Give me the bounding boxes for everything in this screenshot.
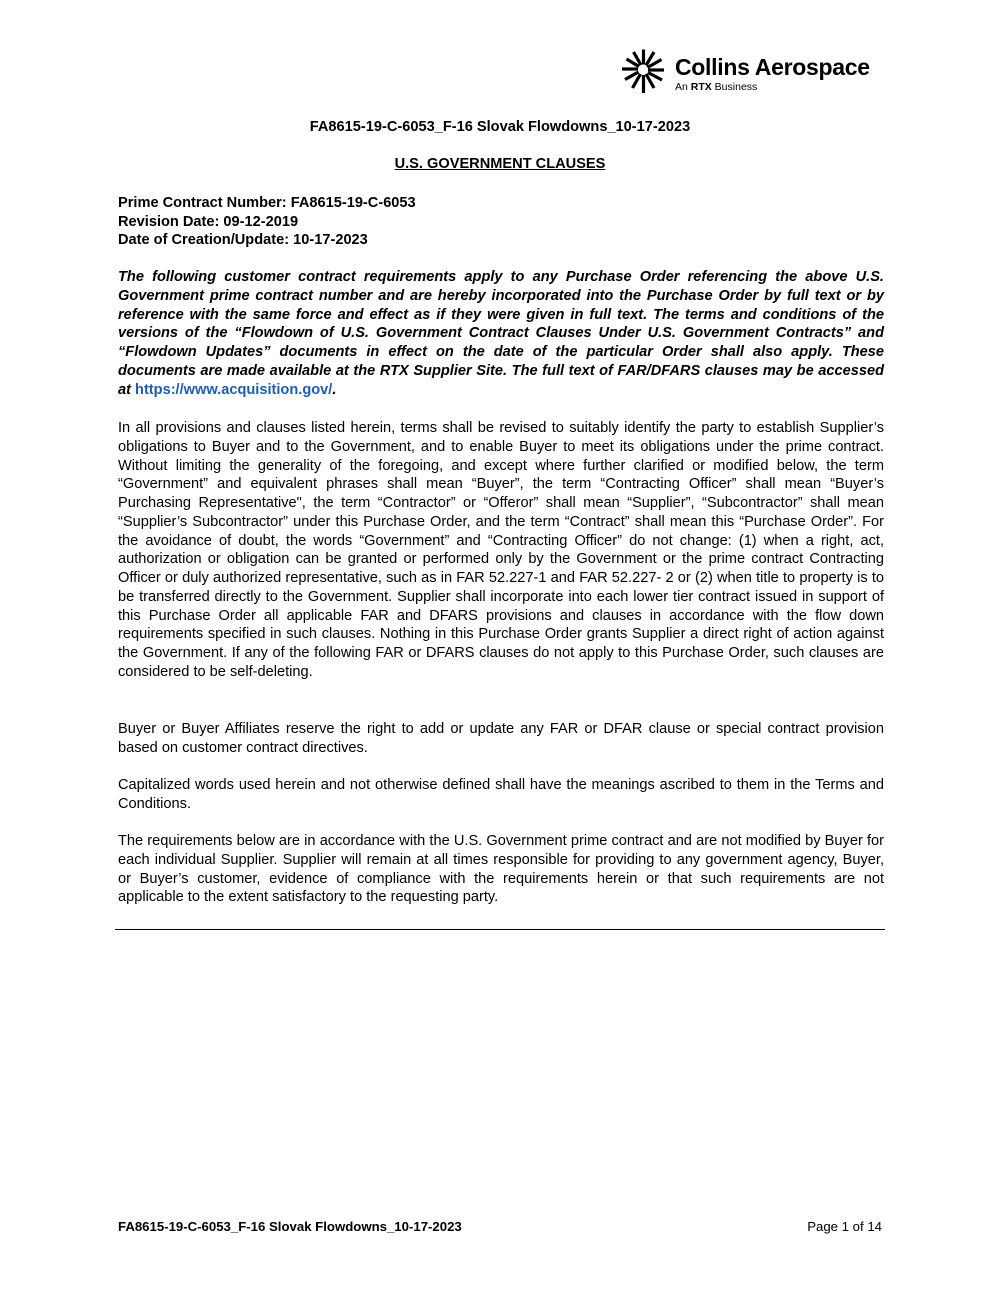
section-title: U.S. GOVERNMENT CLAUSES xyxy=(394,156,606,172)
logo-wordmark: Collins Aerospace xyxy=(675,54,870,80)
creation-update-date: Date of Creation/Update: 10-17-2023 xyxy=(118,232,368,249)
collins-sunburst-icon xyxy=(620,48,668,96)
capitalized-words-paragraph: Capitalized words used herein and not otherwise defined shall have the meanings ascribed to them in the Terms and Conditions. xyxy=(118,777,884,812)
collins-aerospace-logo xyxy=(620,48,882,96)
contract-metadata xyxy=(118,194,416,250)
footer-document-id: FA8615-19-C-6053_F-16 Slovak Flowdowns_10-17-2023 xyxy=(118,1219,462,1234)
page-number: Page 1 of 14 xyxy=(807,1219,882,1234)
definitions-paragraph: In all provisions and clauses listed herein, terms shall be revised to suitably identify the party to establish Supplier’s obligations to Buyer and to the Government, and to enable Buyer to meet its obligations under the prime contract. Without limiting the generality of the foregoing, and except where further clarified or modified below, the term “Government” and equivalent phrases shall mean “Buyer”, the term “Contracting Officer” shall mean “Buyer’s Purchasing Representative", the term “Contractor” or “Offeror” shall mean “Supplier”, “Subcontractor” shall mean “Supplier’s Subcontractor” under this Purchase Order, and the term “Contract” shall mean this “Purchase Order”. For the avoidance of doubt, the words “Government” and “Contracting Officer” do not change: (1) when a right, act, authorization or obligation can be granted or performed only by the Government or the prime contract Contracting Officer or duly authorized representative, such as in FAR 52.227-1 and FAR 52.227- 2 or (2) when title to property is to be transferred directly to the Government. Supplier shall incorporate into each lower tier contract issued in support of this Purchase Order all applicable FAR and DFARS provisions and clauses in accordance with the flow down requirements specified in such clauses. Nothing in this Purchase Order grants Supplier a direct right of action against the Government. If any of the following FAR or DFARS clauses do not apply to this Purchase Order, such clauses are considered to be self-deleting. xyxy=(118,420,884,680)
document-title: FA8615-19-C-6053_F-16 Slovak Flowdowns_10-17-2023 xyxy=(309,119,691,135)
intro-paragraph: The following customer contract requirements apply to any Purchase Order referencing the above U.S. Government prime contract number and are hereby incorporated into the Purchase Order by full text or by reference with the same force and effect as if they were given in full text. The terms and conditions of the versions of the “Flowdown of U.S. Government Contract Clauses Under U.S. Government Contracts” and “Flowdown Updates” documents in effect on the date of the particular Order shall also apply. These documents are made available at the RTX Supplier Site. The full text of FAR/DFARS clauses may be accessed at https://www.acquisition.gov/. xyxy=(118,269,884,398)
buyer-rights-paragraph: Buyer or Buyer Affiliates reserve the right to add or update any FAR or DFAR clause or special contract provision based on customer contract directives. xyxy=(118,721,884,756)
requirements-paragraph: The requirements below are in accordance with the U.S. Government prime contract and are not modified by Buyer for each individual Supplier. Supplier will remain at all times responsible for providing to any government agency, Buyer, or Buyer’s customer, evidence of compliance with the requirements herein or that such requirements are not applicable to the extent satisfactory to the requesting party. xyxy=(118,833,884,906)
logo-subtitle: An RTX Business xyxy=(675,81,758,93)
prime-contract-number: Prime Contract Number: FA8615-19-C-6053 xyxy=(118,195,416,211)
revision-date: Revision Date: 09-12-2019 xyxy=(118,213,299,230)
section-divider xyxy=(115,929,885,930)
intro-text: The following customer contract requirements apply to any Purchase Order referencing the above U.S. Government prime contract number and are hereby incorporated into the Purchase Order by full text or by reference with the same force and effect as if they were given in full text. The terms and conditions of the versions of the “Flowdown of U.S. Government Contract Clauses Under U.S. Government Contracts” and “Flowdown Updates” documents in effect on the date of the particular Order shall also apply. These documents are made available at the RTX Supplier Site. The full text of FAR/DFARS clauses may be accessed at xyxy=(118,269,884,398)
acquisition-gov-link[interactable]: https://www.acquisition.gov/ xyxy=(135,381,333,398)
